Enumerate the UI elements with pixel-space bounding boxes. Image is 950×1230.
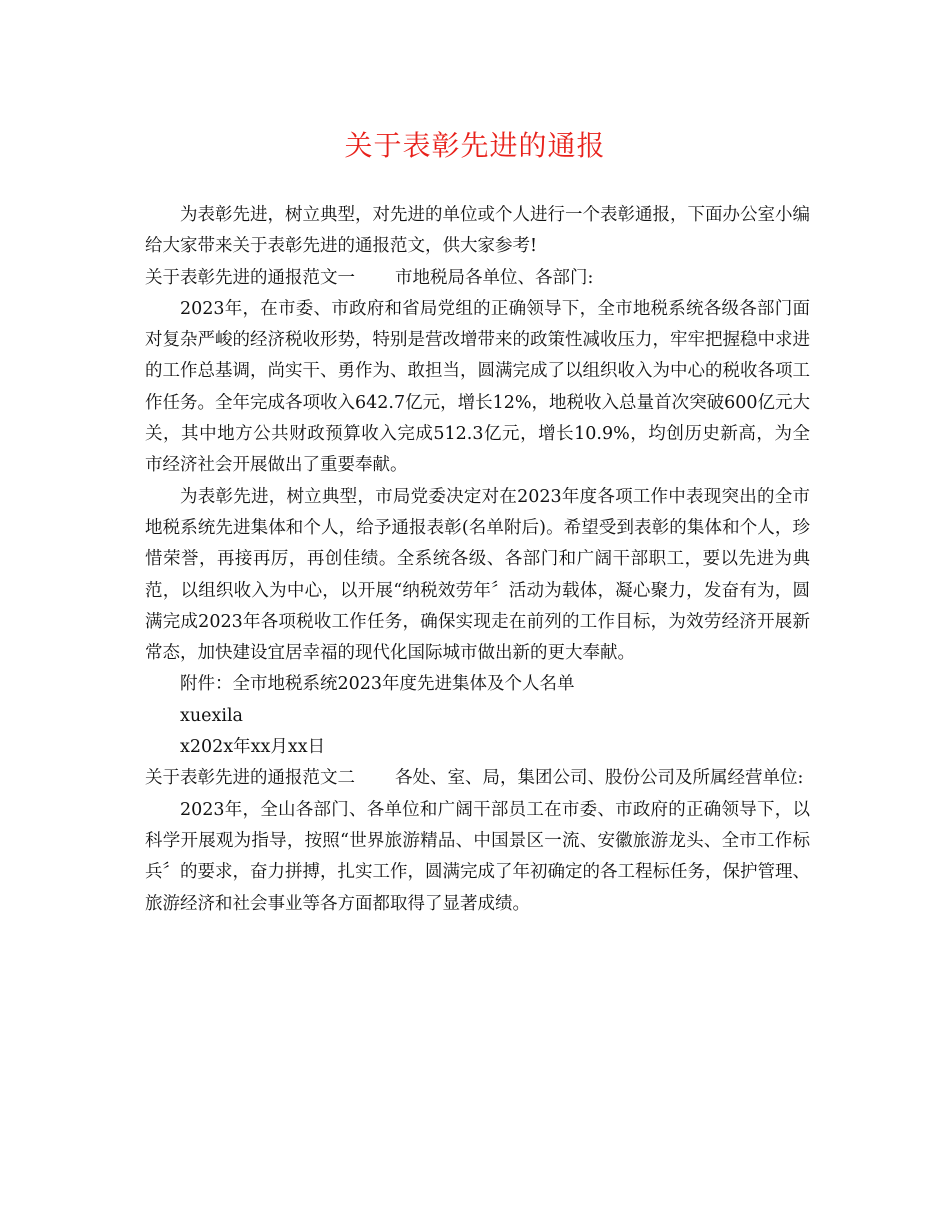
intro-paragraph: 为表彰先进，树立典型，对先进的单位或个人进行一个表彰通报，下面办公室小编给大家带来关于表彰先进的通报范文，供大家参考! bbox=[145, 205, 810, 257]
section1-header-line bbox=[145, 263, 810, 294]
document-body bbox=[145, 200, 810, 920]
section1-attachment: 附件：全市地税系统2023年度先进集体及个人名单 bbox=[180, 674, 575, 695]
section1-date: x202x年xx月xx日 bbox=[180, 737, 326, 758]
section2-recipient: 各处、室、局，集团公司、股份公司及所属经营单位: bbox=[395, 768, 804, 789]
section1-signature: xuexila bbox=[180, 705, 243, 726]
section2-paragraph-1: 2023年，全山各部门、各单位和广阔干部员工在市委、市政府的正确领导下，以科学开展观为指导，按照“世界旅游精品、中国景区一流、安徽旅游龙头、全市工作标兵〞的要求，奋力拼搏，扎实工作，圆满完成了年初确定的各工程标任务，保护管理、旅游经济和社会事业等各方面都取得了显著成绩。 bbox=[145, 799, 810, 914]
section2-heading: 关于表彰先进的通报范文二 bbox=[145, 768, 355, 789]
section1-paragraph-1: 2023年，在市委、市政府和省局党组的正确领导下，全市地税系统各级各部门面对复杂严峻的经济税收形势，特别是营改增带来的政策性减收压力，牢牢把握稳中求进的工作总基调，尚实干、勇作为、敢担当，圆满完成了以组织收入为中心的税收各项工作任务。全年完成各项收入642.7亿元，增长12%，地税收入总量首次突破600亿元大关，其中地方公共财政预算收入完成512.3亿元，增长10.9%，均创历史新高，为全市经济社会开展做出了重要奉献。 bbox=[145, 298, 810, 476]
section1-paragraph-2: 为表彰先进，树立典型，市局党委决定对在2023年度各项工作中表现突出的全市地税系统先进集体和个人，给予通报表彰(名单附后)。希望受到表彰的集体和个人，珍惜荣誉，再接再厉，再创佳绩。全系统各级、各部门和广阔干部职工，要以先进为典范，以组织收入为中心，以开展“纳税效劳年〞活动为载体，凝心聚力，发奋有为，圆满完成2023年各项税收工作任务，确保实现走在前列的工作目标，为效劳经济开展新常态，加快建设宜居幸福的现代化国际城市做出新的更大奉献。 bbox=[145, 486, 810, 664]
section1-recipient: 市地税局各单位、各部门: bbox=[395, 267, 594, 288]
section2-header-line bbox=[145, 763, 810, 794]
document-title: 关于表彰先进的通报 bbox=[344, 129, 606, 162]
section1-heading: 关于表彰先进的通报范文一 bbox=[145, 267, 355, 288]
